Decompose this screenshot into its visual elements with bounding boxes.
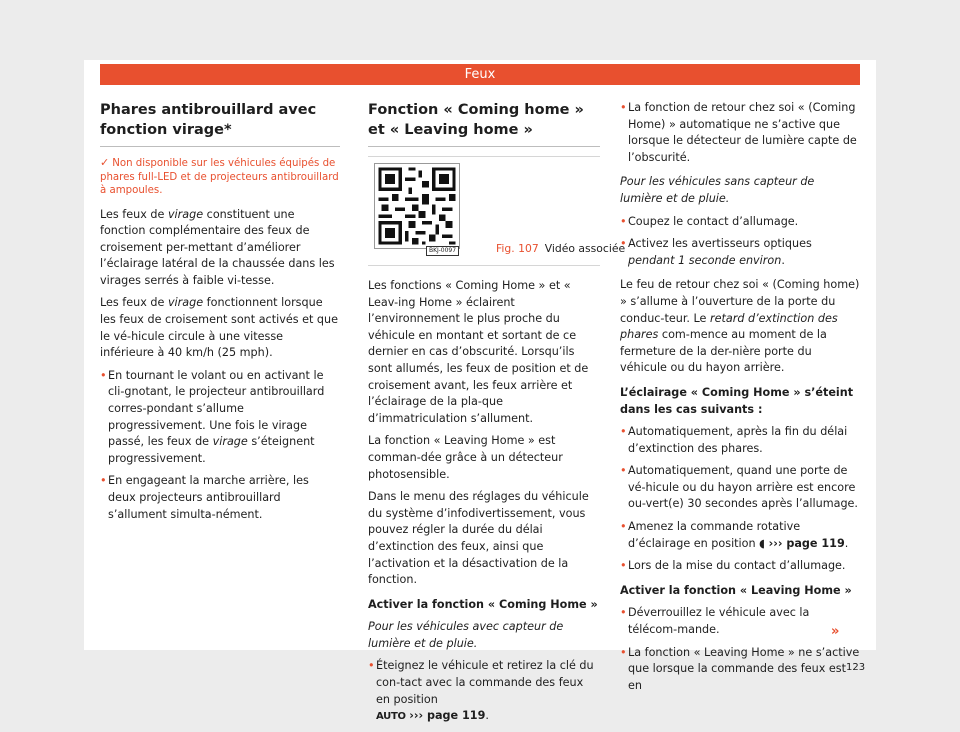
paragraph: La fonction « Leaving Home » est comman-dée grâce à un détecteur photosensible.	[368, 434, 563, 481]
check-icon: ✓	[100, 156, 110, 169]
section-title-fog-lights: Phares antibrouillard avec fonction virage*	[100, 100, 340, 147]
figure-caption: Fig. 107 Vidéo associée	[496, 242, 626, 255]
light-switch-icon: ◖	[759, 536, 769, 550]
auto-position-label: AUTO	[376, 711, 406, 723]
page-number: 123	[846, 662, 866, 673]
qr-code-icon[interactable]	[374, 163, 460, 249]
bullet-item: • Automatiquement, après la fin du délai d’extinction des phares.	[620, 424, 860, 457]
subheading: Activer la fonction « Leaving Home »	[620, 583, 852, 597]
page-reference-link[interactable]: ››› page 119	[409, 709, 486, 723]
italic-note: Pour les véhicules sans capteur de lumière et de pluie.	[620, 175, 815, 205]
figure-code: BKJ-0097	[426, 246, 459, 256]
bullet-item: • En tournant le volant ou en activant le cli-gnotant, le projecteur antibrouillard corres-pondant s’allume progressivement. Une fois le virage passé, les feux de virage s’éteignent progressivement.	[100, 368, 340, 468]
paragraph: Dans le menu des réglages du véhicule du système d’infodivertissement, vous pouvez régler la durée du délai d’extinction des feux, ainsi que l’activation et la désactivation de la fonction.	[368, 490, 589, 587]
page-reference-link[interactable]: ››› page 119	[768, 536, 845, 550]
column-3	[620, 100, 860, 700]
paragraph: Le feu de retour chez soi « (Coming home) » s’allume à l’ouverture de la porte du conduc-teur. Le retard d’extinction des phares com-mence au moment de la fermeture de la der-nière porte du véhicule ou du hayon arrière.	[620, 278, 860, 375]
subheading: Activer la fonction « Coming Home »	[368, 597, 598, 611]
bullet-item: • Amenez la commande rotative d’éclairage en position ◖ ››› page 119.	[620, 519, 860, 552]
paragraph: Les feux de virage fonctionnent lorsque les feux de croisement sont activés et que le vé-hicule circule à une vitesse inférieure à 40 km/h (25 mph).	[100, 296, 338, 360]
bullet-item: • La fonction de retour chez soi « (Coming Home) » automatique ne s’active que lorsque le détecteur de lumière capte de l’obscurité.	[620, 100, 860, 166]
bullet-item: • Éteignez le véhicule et retirez la clé du con-tact avec la commande des feux en position AUTO ››› page 119.	[368, 658, 600, 725]
availability-note: ✓ Non disponible sur les véhicules équipés de phares full-LED et de projecteurs antibrouillard à ampoules.	[100, 156, 339, 196]
subheading: L’éclairage « Coming Home » s’éteint dans les cas suivants :	[620, 385, 854, 416]
section-title-coming-home: Fonction « Coming home » et « Leaving home »	[368, 100, 600, 147]
column-2	[368, 100, 626, 732]
bullet-item: • En engageant la marche arrière, les deux projecteurs antibrouillard s’allument simulta-nément.	[100, 473, 340, 523]
continue-marker: »	[831, 624, 840, 639]
bullet-item: • Coupez le contact d’allumage.	[620, 214, 860, 231]
bullet-item: • Déverrouillez le véhicule avec la télécom-mande.	[620, 605, 860, 638]
bullet-item: • Activez les avertisseurs optiques pendant 1 seconde environ.	[620, 236, 860, 269]
italic-note: Pour les véhicules avec capteur de lumière et de pluie.	[368, 620, 564, 650]
column-1	[100, 100, 340, 529]
paragraph: Les fonctions « Coming Home » et « Leav-ing Home » éclairent l’environnement le plus proche du véhicule en montant et sortant de ce dernier en cas d’obscurité. Lorsqu’ils sont allumés, les feux de position et de croisement avant, les feux arrière et l’éclairage de la pla-que d’immatriculation s’allument.	[368, 279, 589, 425]
paragraph: Les feux de virage constituent une fonction complémentaire des feux de croisement per-mettant d’améliorer l’éclairage latéral de la chaussée dans les virages serrés à faible vi-tesse.	[100, 207, 335, 287]
bullet-item: • Lors de la mise du contact d’allumage.	[620, 558, 860, 575]
bullet-item: • La fonction « Leaving Home » ne s’active que lorsque la commande des feux est en	[620, 645, 860, 695]
bullet-item: • Automatiquement, quand une porte de vé-hicule ou du hayon arrière est encore ou-vert(e) 30 secondes après l’allumage.	[620, 463, 860, 513]
chapter-header: Feux	[100, 64, 860, 85]
figure-video	[368, 156, 626, 266]
